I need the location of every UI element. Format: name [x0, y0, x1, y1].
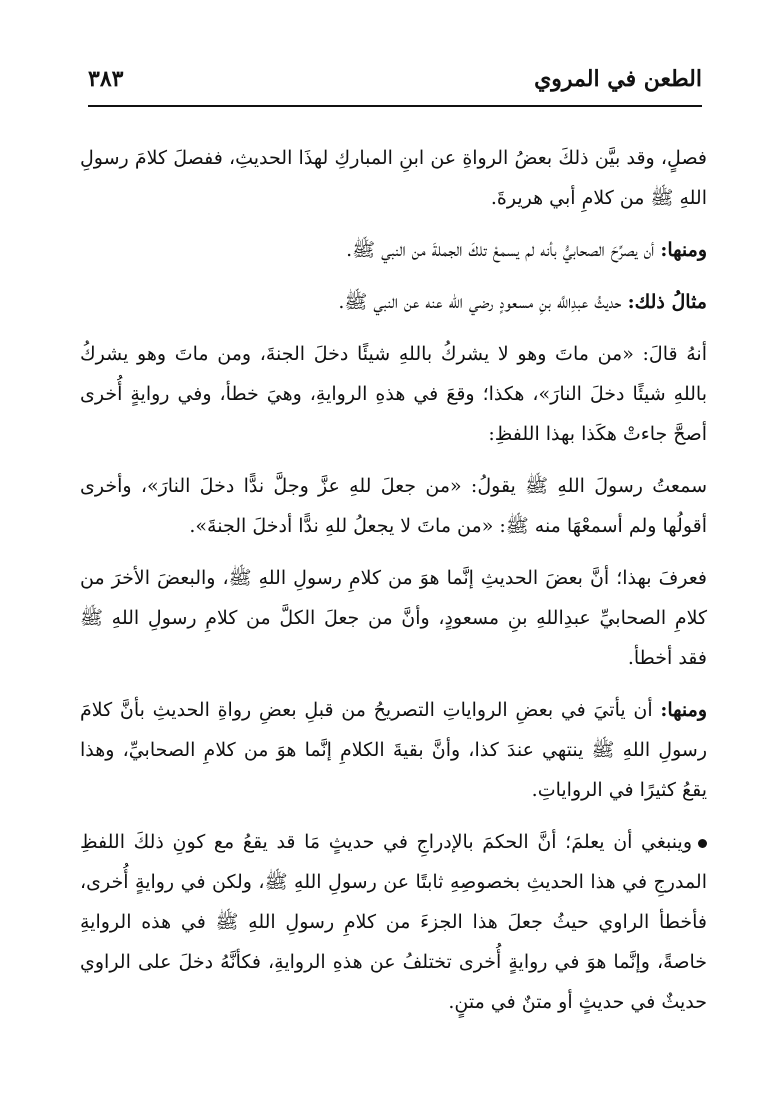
paragraph-8: [80, 822, 707, 1022]
paragraph-7-lead: ومنها:: [660, 699, 707, 721]
paragraph-4-text: أنهُ قالَ: «من ماتَ وهو لا يشركُ باللهِ شيئًا دخلَ الجنةَ، ومن ماتَ وهو يشركُ باللهِ شيئًا دخلَ النارَ»، هكذا؛ وقعَ في هذهِ الروايةِ، وهيَ خطأ، وفي روايةٍ أُخرى أصحَّ جاءتْ هكَذا بهذا اللفظِ:: [80, 343, 707, 445]
header-rule: [88, 105, 702, 107]
paragraph-5-text: سمعتُ رسولَ اللهِ ﷺ يقولُ: «من جعلَ للهِ عزَّ وجلَّ ندًّا دخلَ النارَ»، وأخرى أقولُها ولم أسمعْهَا منه ﷺ: «من ماتَ لا يجعلُ للهِ ندًّا أدخلَ الجنةَ».: [80, 475, 707, 537]
page-number: ٣٨٣: [88, 66, 124, 92]
paragraph-3-lead: مثالُ ذلك:: [627, 291, 707, 313]
paragraph-4: [80, 334, 707, 454]
page-body: [80, 138, 707, 1034]
paragraph-2: [80, 230, 707, 270]
paragraph-1-text: فصلٍ، وقد بيَّن ذلكَ بعضُ الرواةِ عن ابنِ المباركِ لهذَا الحديثِ، ففصلَ كلامَ رسولِ اللهِ ﷺ من كلامِ أبي هريرةَ.: [80, 147, 707, 209]
paragraph-6: [80, 558, 707, 678]
paragraph-8-text: وينبغي أن يعلمَ؛ أنَّ الحكمَ بالإدراجِ في حديثٍ مَا قد يقعُ مع كونِ ذلكَ اللفظِ المدرجِ في هذا الحديثِ بخصوصِهِ ثابتًا عن رسولِ اللهِ ﷺ، ولكن في روايةٍ أُخرى، فأخطأ الراوي حيثُ جعلَ هذا الجزءَ من كلامِ رسولِ اللهِ ﷺ في هذه الروايةِ خاصةً، وإنَّما هوَ في روايةٍ أُخرى تختلفُ عن هذهِ الروايةِ، فكأنَّهُ دخلَ على الراوي حديثٌ في حديثٍ أو متنٌ في متنٍ.: [80, 831, 707, 1013]
running-title: الطعن في المروي: [534, 66, 702, 92]
paragraph-3: [80, 282, 707, 322]
paragraph-7: [80, 690, 707, 810]
page-header: [88, 64, 702, 104]
paragraph-1: [80, 138, 707, 218]
paragraph-7-text: أن يأتيَ في بعضِ الرواياتِ التصريحُ من قبلِ بعضِ رواةِ الحديثِ بأنَّ كلامَ رسولِ اللهِ ﷺ ينتهي عندَ كذا، وأنَّ بقيةَ الكلامِ إنَّما هوَ من كلامِ الصحابيِّ، وهذا يقعُ كثيرًا في الرواياتِ.: [80, 699, 707, 801]
paragraph-2-lead: ومنها:: [660, 239, 707, 261]
paragraph-2-text: أن يصرِّحَ الصحابيُّ بأنه لم يسمعْ تلكَ الجملةَ من النبي ﷺ.: [346, 239, 661, 261]
paragraph-5: [80, 466, 707, 546]
bullet-icon: [698, 839, 707, 848]
paragraph-3-text: حديثُ عبدِاللَّه بنِ مسعودٍ رضي الله عنه عن النبي ﷺ.: [338, 291, 628, 313]
paragraph-6-text: فعرفَ بهذا؛ أنَّ بعضَ الحديثِ إنَّما هوَ من كلامِ رسولِ اللهِ ﷺ، والبعضَ الأخرَ من كلامِ الصحابيِّ عبدِاللهِ بنِ مسعودٍ، وأنَّ من جعلَ الكلَّ من كلامِ رسولِ اللهِ ﷺ فقد أخطأ.: [80, 567, 707, 669]
